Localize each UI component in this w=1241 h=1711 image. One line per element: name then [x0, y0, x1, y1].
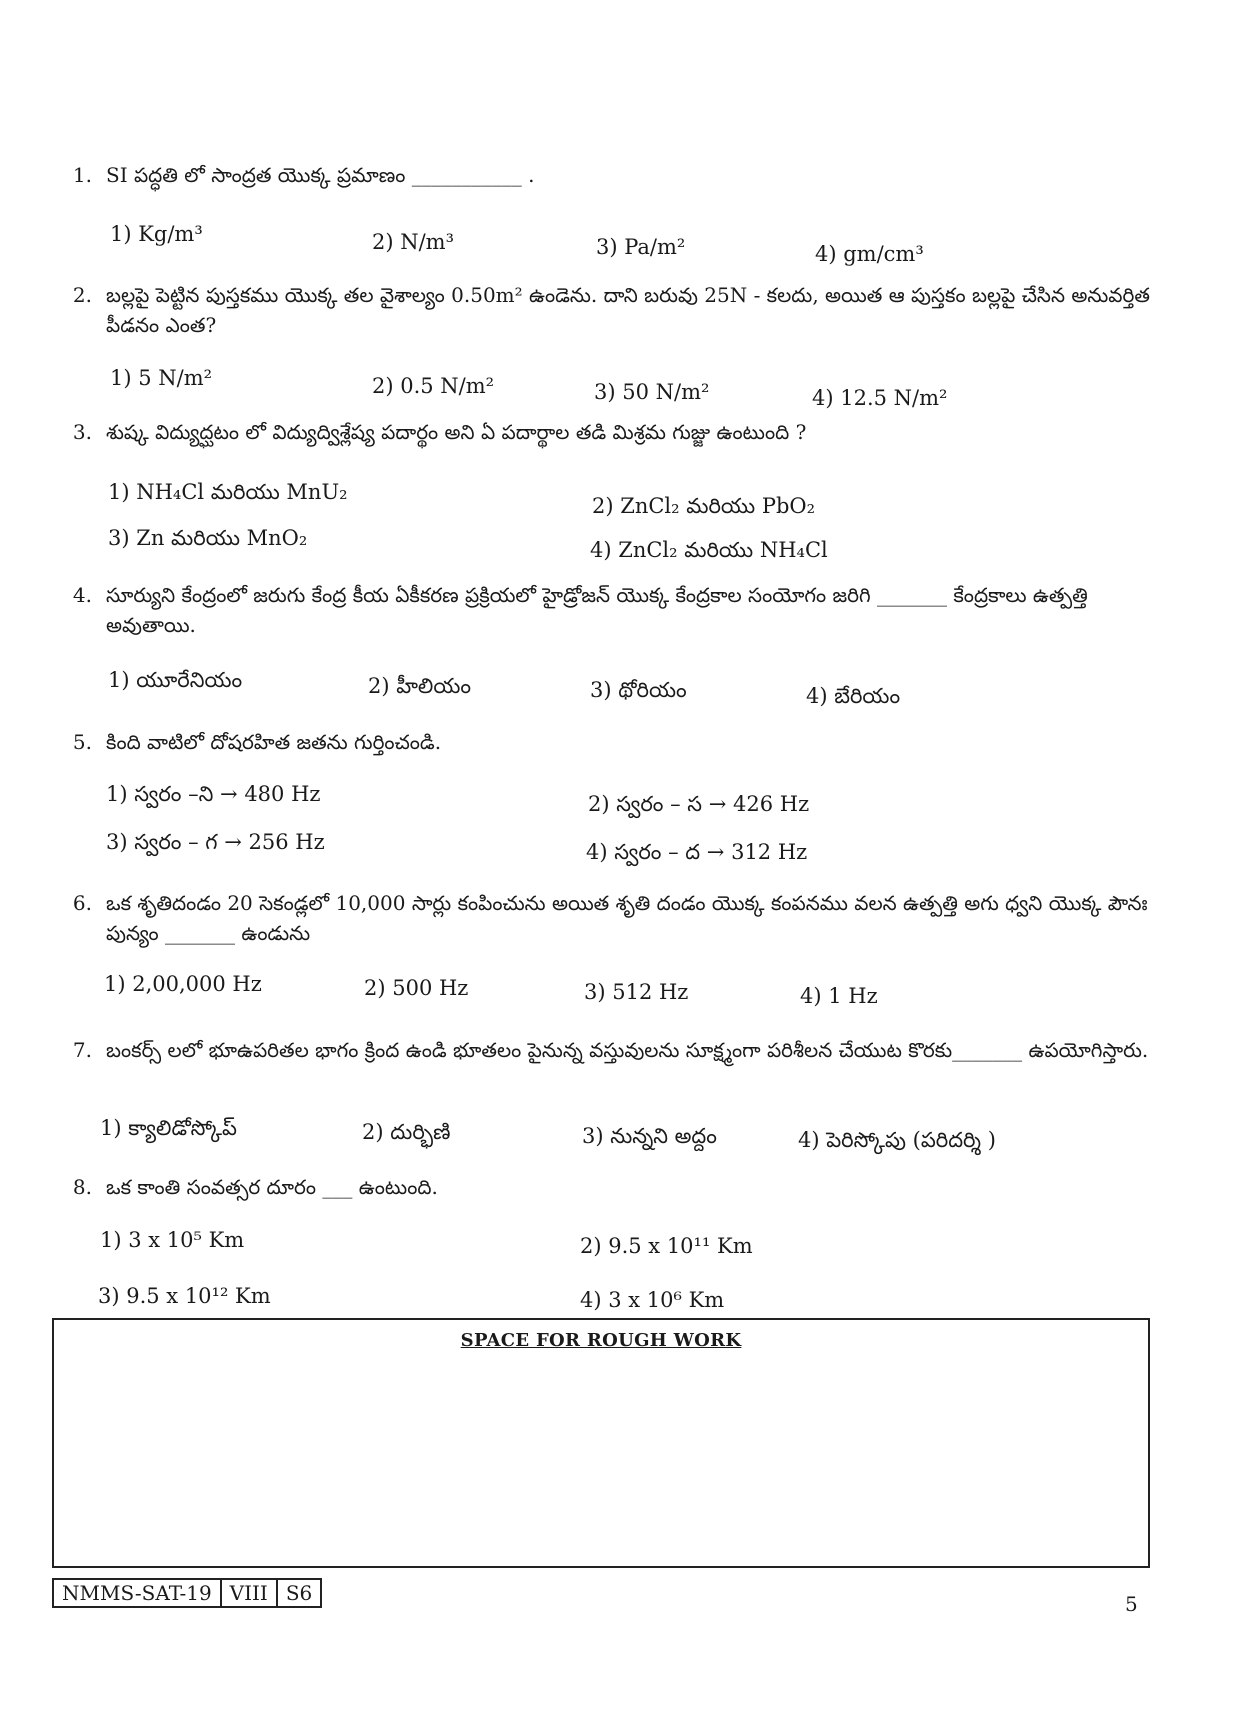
option-2: 2) 9.5 x 10¹¹ Km	[580, 1234, 753, 1258]
paper-code: NMMS-SAT-19	[54, 1580, 222, 1606]
question-text: శుష్క విద్యుద్ఘటం లో విద్యుద్విశ్లేష్య పదార్థం అని ఏ పదార్థాల తడి మిశ్రమ గుజ్జు ఉంటుంది ?	[106, 420, 807, 444]
option-1: 1) 3 x 10⁵ Km	[100, 1228, 245, 1252]
option-4: 4) స్వరం – ద → 312 Hz	[586, 840, 808, 864]
question-number: 3.	[72, 420, 92, 444]
set-label: S6	[285, 1581, 313, 1605]
option-1: 1) 5 N/m²	[110, 366, 213, 390]
option-2: 2) N/m³	[372, 230, 455, 254]
question-text: ఒక కాంతి సంవత్సర దూరం ___ ఉంటుంది.	[106, 1175, 438, 1199]
option-4: 4) 3 x 10⁶ Km	[580, 1288, 725, 1312]
option-4: 4) బేరియం	[806, 684, 901, 708]
option-4: 4) gm/cm³	[815, 242, 924, 266]
question-5	[60, 727, 1180, 757]
option-3: 3) థోరియం	[590, 678, 687, 702]
question-4	[60, 580, 1180, 640]
option-2: 2) హీలియం	[368, 674, 471, 698]
question-number: 1.	[72, 163, 92, 187]
question-text: సూర్యుని కేంద్రంలో జరుగు కేంద్ర కీయ ఏకీకరణ ప్రక్రియలో హైడ్రోజన్ యొక్క కేంద్రకాల సంయోగం జరిగి _______ కేంద్రకాలు ఉత్పత్తి అవుతాయి.	[106, 583, 1088, 637]
option-3: 3) 9.5 x 10¹² Km	[98, 1284, 271, 1308]
rough-work-title: SPACE FOR ROUGH WORK	[460, 1330, 742, 1351]
page-number: 5	[1125, 1592, 1138, 1616]
question-8	[60, 1172, 1180, 1202]
question-number: 7.	[72, 1038, 92, 1062]
option-2: 2) ZnCl₂ మరియు PbO₂	[592, 494, 816, 518]
question-text: బల్లపై పెట్టిన పుస్తకము యొక్క తల వైశాల్యం 0.50m² ఉండెను. దాని బరువు 25N - కలదు, అయిత ఆ పుస్తకం బల్లపై చేసిన అనువర్తిత పీడనం ఎంత?	[106, 283, 1150, 337]
question-6	[60, 888, 1180, 948]
option-2: 2) దుర్భిణి	[362, 1120, 451, 1144]
option-3: 3) Zn మరియు MnO₂	[108, 526, 308, 550]
question-text: SI పద్ధతి లో సాంద్రత యొక్క ప్రమాణం ___________ .	[106, 163, 535, 187]
option-1: 1) NH₄Cl మరియు MnU₂	[108, 480, 348, 504]
question-3	[60, 417, 1180, 447]
option-2: 2) 0.5 N/m²	[372, 374, 495, 398]
rough-work-box	[52, 1318, 1150, 1568]
option-4: 4) 12.5 N/m²	[812, 386, 948, 410]
question-number: 6.	[72, 891, 92, 915]
option-4: 4) 1 Hz	[800, 984, 878, 1008]
option-3: 3) 50 N/m²	[594, 380, 710, 404]
question-7	[60, 1035, 1180, 1065]
option-1: 1) స్వరం –ని → 480 Hz	[106, 782, 321, 806]
option-4: 4) పెరిస్కోపు (పరిదర్శి )	[798, 1128, 996, 1152]
question-number: 5.	[72, 730, 92, 754]
option-4: 4) ZnCl₂ మరియు NH₄Cl	[590, 538, 828, 562]
option-1: 1) క్యాలిడోస్కోప్	[100, 1116, 237, 1140]
question-number: 2.	[72, 283, 92, 307]
class-label: VIII	[222, 1580, 278, 1606]
option-1: 1) 2,00,000 Hz	[104, 972, 262, 996]
option-2: 2) 500 Hz	[364, 976, 469, 1000]
question-number: 8.	[72, 1175, 92, 1199]
question-text: బంకర్స్ లలో భూఉపరితల భాగం క్రింద ఉండి భూతలం పైనున్న వస్తువులను సూక్ష్మంగా పరిశీలన చేయుట కొరకు_______ ఉపయోగిస్తారు.	[106, 1038, 1149, 1062]
option-1: 1) Kg/m³	[110, 222, 203, 246]
paper-code-box	[52, 1578, 322, 1608]
question-number: 4.	[72, 583, 92, 607]
question-text: కింది వాటిలో దోషరహిత జతను గుర్తించండి.	[106, 730, 442, 754]
option-3: 3) 512 Hz	[584, 980, 689, 1004]
question-text: ఒక శృతిదండం 20 సెకండ్లలో 10,000 సార్లు కంపించును అయిత శృతి దండం యొక్క కంపనము వలన ఉత్పత్తి అగు ధ్వని యొక్క పౌనః పున్యం _______ ఉండును	[106, 891, 1148, 945]
option-2: 2) స్వరం – స → 426 Hz	[588, 792, 810, 816]
option-1: 1) యూరేనియం	[108, 668, 243, 692]
option-3: 3) నున్నని అద్దం	[582, 1124, 717, 1148]
question-2	[60, 280, 1180, 340]
option-3: 3) స్వరం – గ → 256 Hz	[106, 830, 325, 854]
option-3: 3) Pa/m²	[596, 235, 686, 259]
question-1	[60, 160, 1180, 190]
